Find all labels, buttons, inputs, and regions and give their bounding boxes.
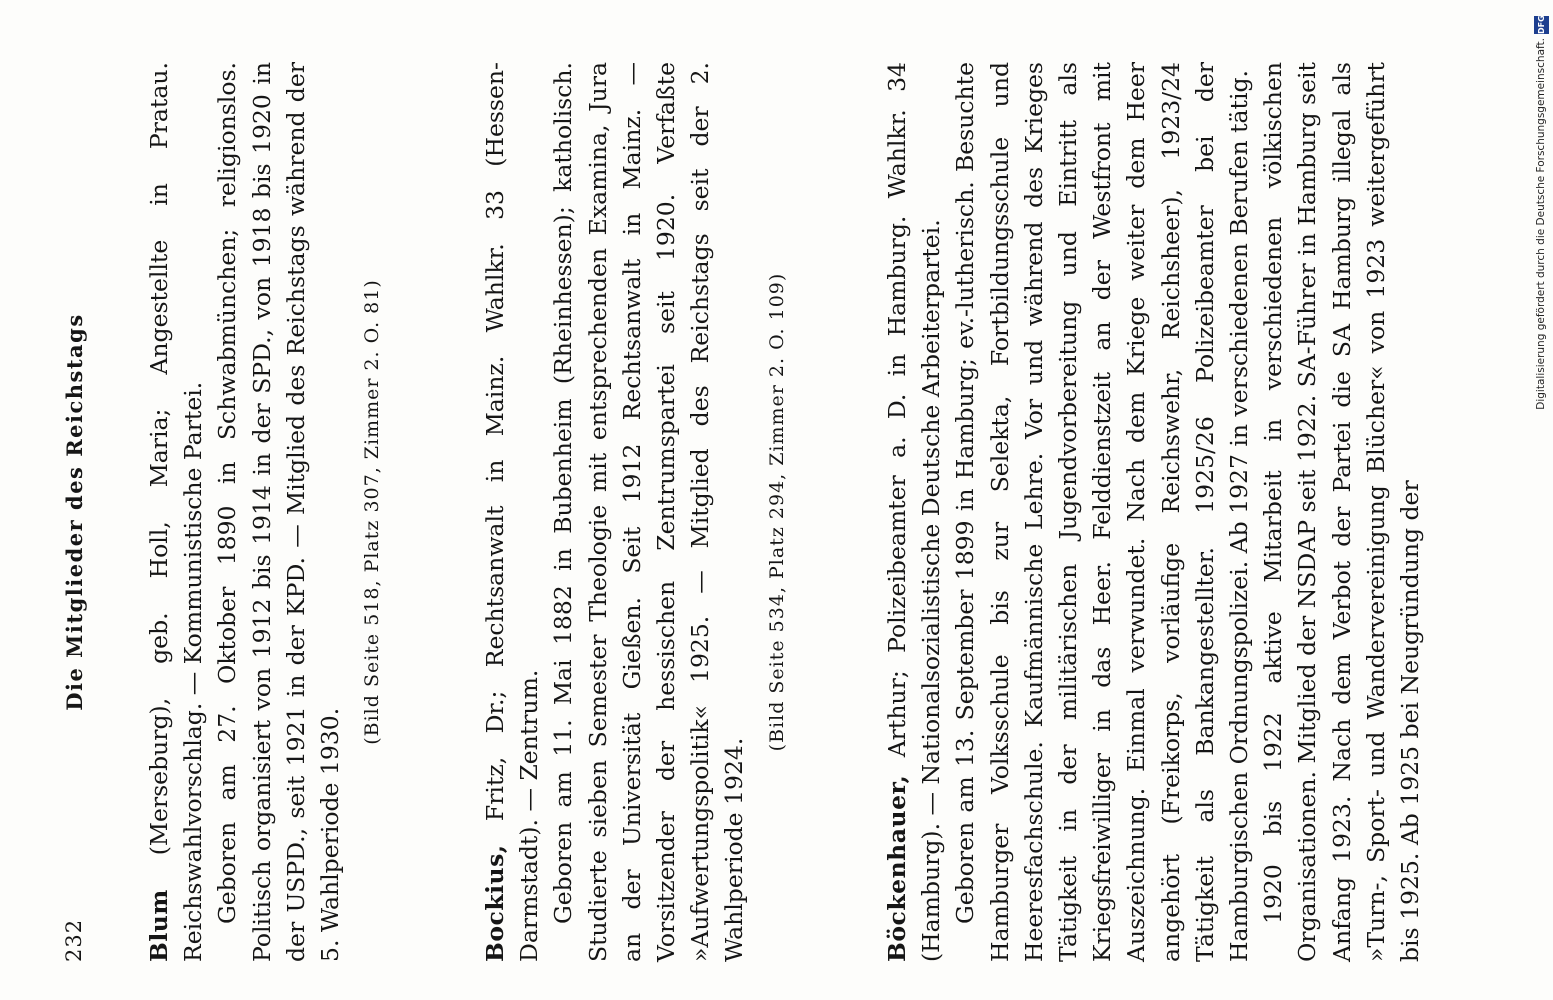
page-number: 232 [62,918,86,962]
credit-text: Digitalisierung gefördert durch die Deutsche Forschungsgemeinschaft. [1535,38,1547,410]
entry-details: (Merseburg), geb. Holl, Maria; Angestellte in Pratau. Reichswahlvorschlag. — Kommunistische Partei. [145,62,208,962]
biography-paragraph: Geboren am 13. September 1899 in Hamburg; ev.-lutherisch. Besuchte Hamburger Volksschule bis zur Selekta, Fortbildungsschule und Heeresfachschule. Kaufmännische Lehre. Vor und während des Krieges Tätigkeit in der militärischen Jugendvorbereitung und Eintritt als Kriegsfreiwilliger in das Heer. Felddienstzeit an der Westfront mit Auszeichnung. Einmal verwundet. Nach dem Kriege weiter dem Heer angehört (Freikorps, vorläufige Reichswehr, Reichsheer), 1923/24 Tätigkeit als Bankangestellter. 1925/26 Polizeibeamter bei der Hamburgischen Ordnungspolizei. Ab 1927 in verschiedenen Berufen tätig. [951,62,1254,962]
entry-details: Arthur; Polizeibeamter a. D. in Hamburg. Wahlkr. 34 (Hamburg). — Nationalsozialistische Deutsche Arbeiterpartei. [883,62,946,962]
member-name: Böckenhauer, [883,774,911,962]
image-reference: (Bild Seite 518, Platz 307, Zimmer 2. O. 81) [361,279,384,745]
entry-details: Fritz, Dr.; Rechtsanwalt in Mainz. Wahlkr. 33 (Hessen-Darmstadt). — Zentrum. [481,62,544,962]
dfg-logo: DFG [1534,16,1549,34]
entry-heading [880,62,948,962]
biography-paragraph: 1920 bis 1922 aktive Mitarbeit in verschiedenen völkischen Organisationen. Mitglied der NSDAP seit 1922. SA-Führer in Hamburg seit Anfang 1923. Nach dem Verbot der Partei die SA Hamburg illegal als »Turn-, Sport- und Wandervereinigung Blücher« von 1923 weitergeführt bis 1925. Ab 1925 bei Neugründung der [1259,62,1425,962]
header-title: Die Mitglieder des Reichstags [62,313,87,711]
entry-heading [142,62,210,962]
biography-paragraph: Geboren am 11. Mai 1882 in Bubenheim (Rheinhessen); katholisch. Studierte sieben Semester Theologie mit entsprechenden Examina, Jura an der Universität Gießen. Seit 1912 Rechtsanwalt in Mainz. — Vorsitzender der hessischen Zentrumspartei seit 1920. Verfaßte »Aufwertungspolitik« 1925. — Mitglied des Reichstags seit der 2. Wahlperiode 1924. [549,62,749,962]
entry-heading [478,62,546,962]
entry-bockius [478,62,788,962]
entry-boeckenhauer [880,62,1427,962]
image-reference: (Bild Seite 534, Platz 294, Zimmer 2. O. 109) [765,272,788,752]
member-name: Bockius, [481,844,509,962]
entry-blum [142,62,383,962]
member-name: Blum [145,889,173,962]
digitization-credit [1535,16,1551,996]
biography-paragraph: Geboren am 27. Oktober 1890 in Schwabmünchen; religionslos. Politisch organisiert von 1912 bis 1914 in der SPD., von 1918 bis 1920 in der USPD., seit 1921 in der KPD. — Mitglied des Reichstags während der 5. Wahlperiode 1930. [213,62,345,962]
running-head [62,62,92,962]
